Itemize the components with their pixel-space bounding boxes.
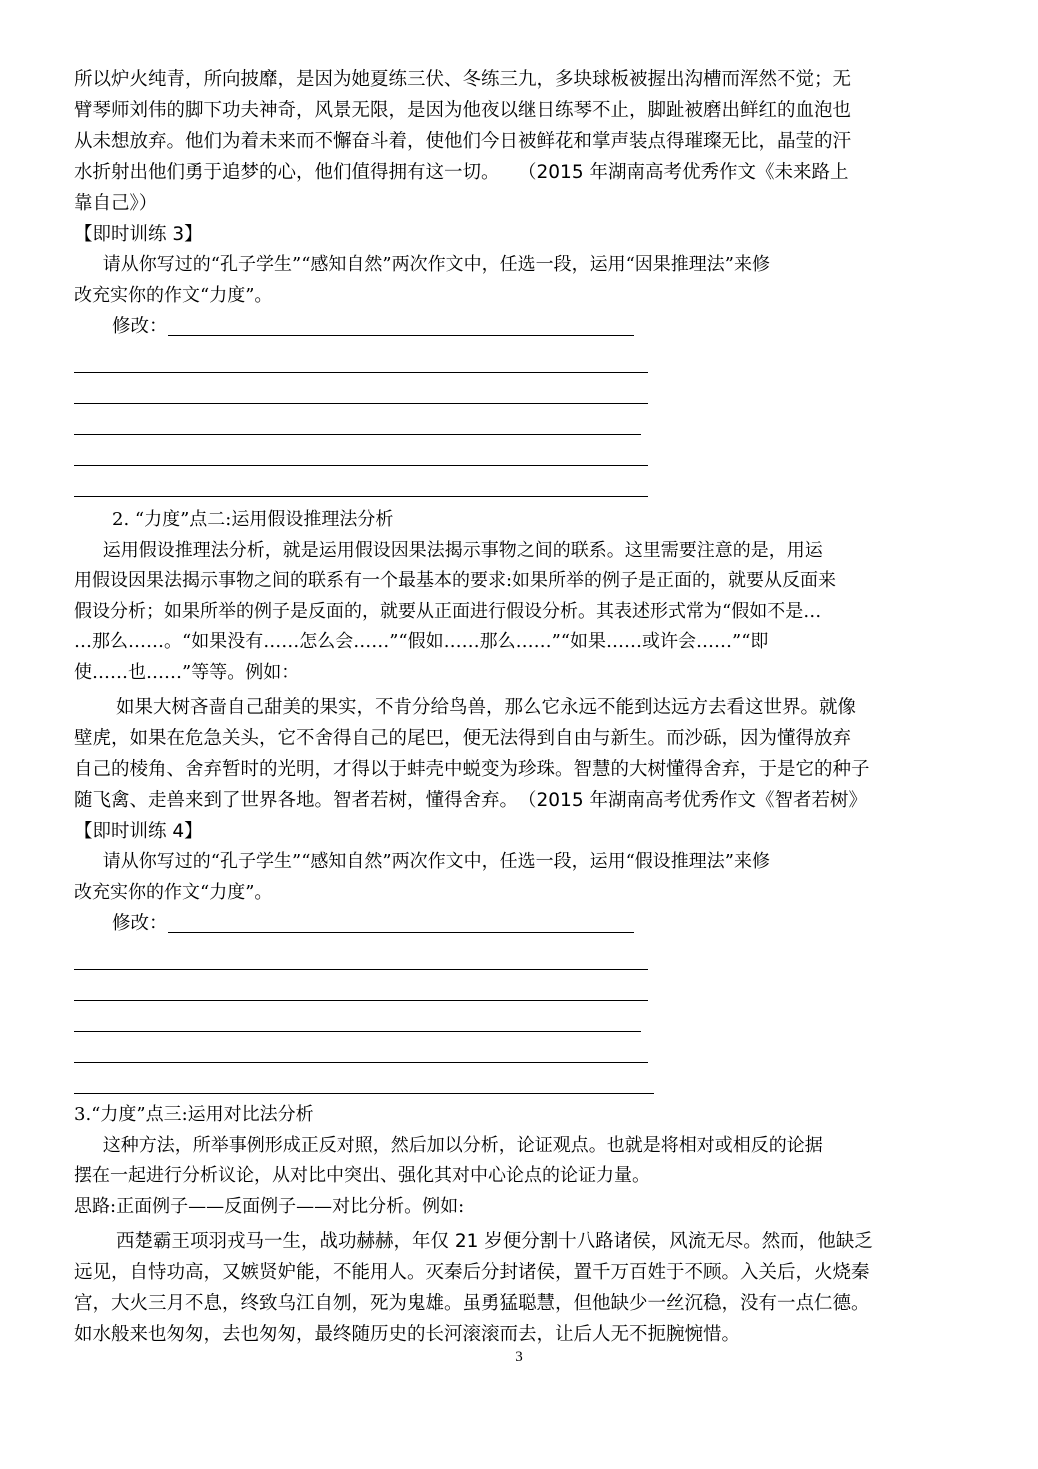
page-number: 3 [515, 1349, 523, 1365]
answer-blank-line[interactable] [74, 404, 641, 435]
text-line: 改充实你的作文“力度”。 [74, 881, 273, 903]
answer-blank-line[interactable] [74, 1001, 641, 1032]
text-line: 远见，自恃功高，又嫉贤妒能，不能用人。灭秦后分封诸侯，置千万百姓于不顾。入关后，火烧秦 [74, 1262, 870, 1283]
text-line: …那么……。“如果没有……怎么会……”“假如……那么……”“如果……或许会……”“即 [74, 631, 769, 652]
training-4-heading: 【即时训练 4】 [74, 821, 203, 842]
section-3-heading: 3.“力度”点三:运用对比法分析 [74, 1104, 314, 1125]
section-3 [74, 1100, 966, 1222]
text-line: 请从你写过的“孔子学生”“感知自然”两次作文中，任选一段，运用“假设推理法”来修 [102, 851, 771, 872]
text-line: 摆在一起进行分析议论，从对比中突出、强化其对中心论点的论证力量。 [74, 1165, 650, 1186]
text-line: 所以炉火纯青，所向披靡，是因为她夏练三伏、冬练三九，多块球板被握出沟槽而浑然不觉；无 [74, 69, 852, 90]
text-line: 运用假设推理法分析，就是运用假设因果法揭示事物之间的联系。这里需要注意的是，用运 [102, 539, 823, 561]
answer-blank-line[interactable] [74, 970, 648, 1001]
answer-blank-line[interactable] [74, 373, 648, 404]
answer-blank-line[interactable] [168, 932, 634, 933]
modify-label: 修改： [112, 913, 168, 934]
text-line: 靠自己》） [74, 193, 158, 214]
training-4-modify-field[interactable] [74, 908, 966, 939]
section-2-heading: 2. “力度”点二:运用假设推理法分析 [112, 509, 394, 530]
answer-blank-line[interactable] [74, 1063, 654, 1094]
text-line: 臂琴师刘伟的脚下功夫神奇，风景无限，是因为他夜以继日练琴不止，脚趾被磨出鲜红的血泡也 [74, 100, 852, 121]
thinking-line: 思路:正面例子——反面例子——对比分析。例如: [74, 1195, 465, 1217]
answer-blank-line[interactable] [168, 335, 634, 336]
training-4-instructions [74, 847, 966, 908]
text-line: 使……也……”等等。例如： [74, 661, 300, 683]
answer-blank-line[interactable] [74, 342, 648, 373]
section-2-example [74, 692, 966, 816]
training-3-heading: 【即时训练 3】 [74, 224, 203, 245]
section-3-example [74, 1226, 966, 1350]
text-line: 随飞禽、走兽来到了世界各地。智者若树，懂得舍弃。 （2015 年湖南高考优秀作文《智者若树》 [74, 790, 867, 811]
text-line: 水折射出他们勇于追梦的心，他们值得拥有这一切。 （2015 年湖南高考优秀作文《未来路上 [74, 162, 849, 183]
training-3-modify-field[interactable] [74, 311, 966, 342]
text-line: 如果大树吝啬自己甜美的果实，不肯分给鸟兽，那么它永远不能到达远方去看这世界。就像 [116, 697, 857, 718]
training-3-instructions [74, 250, 966, 311]
text-line: 西楚霸王项羽戎马一生，战功赫赫，年仅 21 岁便分割十八路诸侯，风流无尽。然而，他缺乏 [116, 1231, 873, 1252]
text-line: 这种方法，所举事例形成正反对照，然后加以分析，论证观点。也就是将相对或相反的论据 [102, 1134, 823, 1156]
text-line: 从未想放弃。他们为着未来而不懈奋斗着，使他们今日被鲜花和掌声装点得璀璨无比，晶莹的汗 [74, 131, 852, 152]
text-line: 改充实你的作文“力度”。 [74, 284, 273, 306]
text-line: 宫，大火三月不息，终致乌江自刎，死为鬼雄。虽勇猛聪慧，但他缺少一丝沉稳，没有一点仁德。 [74, 1293, 870, 1314]
document-page [74, 64, 966, 1350]
text-line: 请从你写过的“孔子学生”“感知自然”两次作文中，任选一段，运用“因果推理法”来修 [102, 254, 771, 275]
text-line: 如水般来也匆匆，去也匆匆，最终随历史的长河滚滚而去，让后人无不扼腕惋惜。 [74, 1324, 741, 1345]
text-line: 假设分析；如果所举的例子是反面的，就要从正面进行假设分析。其表述形式常为“假如不是… [74, 600, 822, 622]
modify-label: 修改： [112, 316, 168, 337]
text-line: 壁虎，如果在危急关头，它不舍得自己的尾巴，便无法得到自由与新生。而沙砾，因为懂得放弃 [74, 728, 852, 749]
text-line: 用假设因果法揭示事物之间的联系有一个最基本的要求:如果所举的例子是正面的，就要从反面来 [74, 570, 837, 591]
answer-blank-line[interactable] [74, 466, 648, 497]
answer-blank-line[interactable] [74, 939, 648, 970]
section-2 [74, 505, 966, 688]
essay-excerpt-paragraph [74, 64, 966, 219]
text-line: 自己的棱角、舍弃暂时的光明，才得以于蚌壳中蜕变为珍珠。智慧的大树懂得舍弃，于是它的种子 [74, 759, 870, 780]
answer-blank-line[interactable] [74, 435, 648, 466]
answer-blank-line[interactable] [74, 1032, 648, 1063]
